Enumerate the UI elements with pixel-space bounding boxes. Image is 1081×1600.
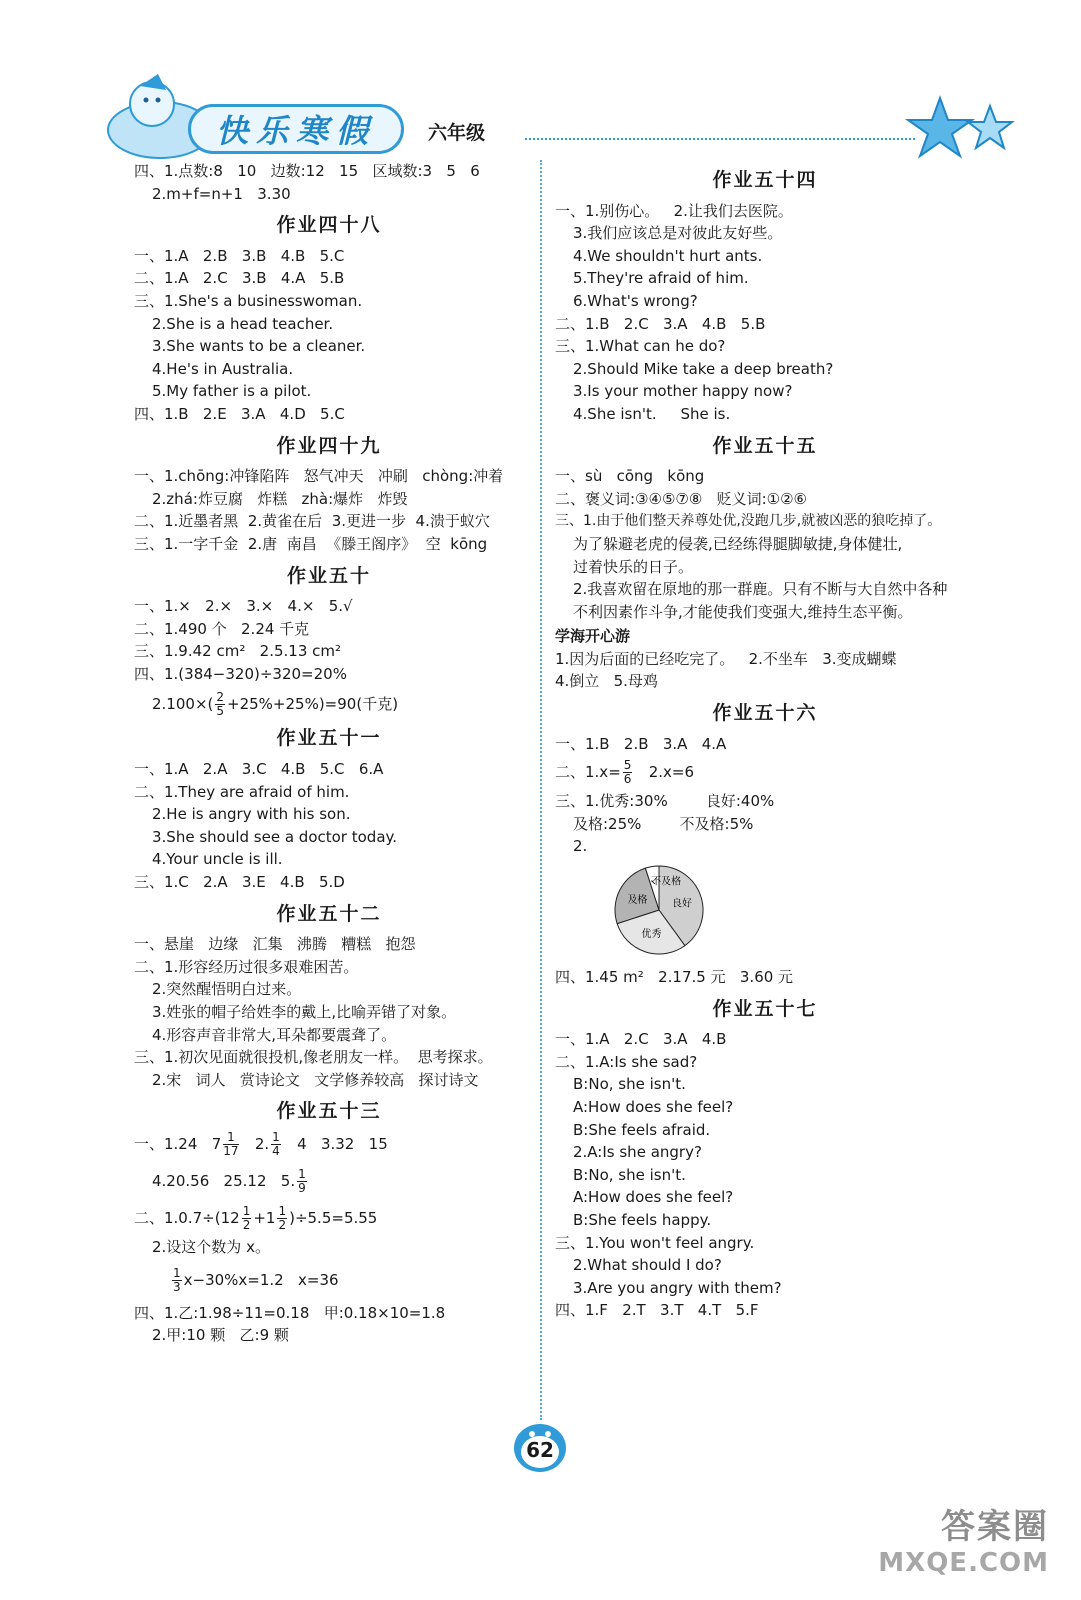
answer-line: 及格:25% 不及格:5% bbox=[573, 814, 754, 833]
formula-text: x−30%x=1.2 x=36 bbox=[183, 1270, 339, 1289]
answer-line: 二、1.490 个 2.24 千克 bbox=[134, 619, 310, 638]
answer-line: 一、悬崖 边缘 汇集 沸腾 糟糕 抱怨 bbox=[134, 935, 416, 954]
pie-slice-label: 优秀 bbox=[641, 929, 662, 941]
answer-line: 三、1.初次见面就很投机,像老朋友一样。 思考探求。 bbox=[134, 1048, 493, 1067]
answer-line: 一、1.A 2.A 3.C 4.B 5.C 6.A bbox=[134, 760, 384, 779]
page-number-text: 62 bbox=[526, 1438, 554, 1462]
fraction bbox=[242, 1205, 252, 1232]
answer-line: 2.我喜欢留在原地的那一群鹿。只有不断与大自然中各种 bbox=[573, 580, 948, 599]
answer-line: 4.She isn't. She is. bbox=[573, 404, 731, 423]
answer-line: 4.He's in Australia. bbox=[152, 359, 294, 378]
fraction-denominator: 5 bbox=[216, 704, 225, 719]
formula-text: 一、1.24 7 bbox=[134, 1134, 222, 1153]
section-title: 作业五十一 bbox=[276, 727, 382, 750]
pie-slice-label: 及格 bbox=[627, 895, 648, 907]
fun-corner-title: 学海开心游 bbox=[555, 627, 631, 646]
answer-line bbox=[555, 759, 975, 786]
fraction bbox=[172, 1267, 182, 1294]
section-title: 作业四十八 bbox=[276, 214, 382, 237]
fraction bbox=[271, 1131, 281, 1158]
answer-line: 三、1.由于他们整天养尊处优,没跑几步,就被凶恶的狼吃掉了。 bbox=[555, 513, 942, 530]
answer-line: 3.She wants to be a cleaner. bbox=[152, 337, 366, 356]
formula-text: 二、1.0.7÷(12 bbox=[134, 1208, 240, 1227]
header-rule bbox=[525, 138, 915, 143]
formula-text: 2.x=6 bbox=[634, 763, 695, 782]
answer-line: 3.Is your mother happy now? bbox=[573, 382, 793, 401]
answer-line: 2.Should Mike take a deep breath? bbox=[573, 359, 834, 378]
fraction-numerator: 1 bbox=[173, 1265, 181, 1280]
answer-line: 二、1.形容经历过很多艰难困苦。 bbox=[134, 957, 359, 976]
watermark-url: MXQE.COM bbox=[878, 1548, 1049, 1578]
answer-line: 一、1.× 2.× 3.× 4.× 5.√ bbox=[134, 597, 353, 616]
answer-line: 为了躲避老虎的侵袭,已经练得腿脚敏捷,身体健壮, bbox=[573, 534, 903, 553]
answer-line: 二、1.They are afraid of him. bbox=[134, 782, 350, 801]
fraction-denominator: 6 bbox=[623, 772, 632, 787]
fraction bbox=[215, 691, 225, 718]
answer-line: 6.What's wrong? bbox=[573, 291, 698, 310]
fraction bbox=[223, 1131, 238, 1158]
answer-line: 4.倒立 5.母鸡 bbox=[555, 672, 658, 691]
formula-text: 2. bbox=[240, 1134, 270, 1153]
formula-text: 2.100×( bbox=[152, 695, 214, 714]
pie-chart-container bbox=[603, 862, 975, 958]
grade-pie-chart bbox=[603, 862, 803, 958]
answer-line: 四、1.乙:1.98÷11=0.18 甲:0.18×10=1.8 bbox=[134, 1303, 446, 1322]
fraction-denominator: 17 bbox=[223, 1143, 239, 1158]
answer-line: 三、1.一字千金 2.唐 南昌 《滕王阁序》 空 kōng bbox=[134, 534, 488, 553]
fraction-denominator: 3 bbox=[173, 1279, 181, 1294]
answer-line: 2.宋 词人 赏诗论文 文学修养较高 探讨诗文 bbox=[152, 1070, 479, 1089]
answer-line bbox=[134, 691, 524, 718]
fraction-numerator: 2 bbox=[216, 690, 225, 705]
answer-line: 2.突然醒悟明白过来。 bbox=[152, 980, 302, 999]
answer-line: B:She feels afraid. bbox=[573, 1120, 711, 1139]
page-number bbox=[508, 1412, 572, 1476]
answer-line: B:No, she isn't. bbox=[573, 1075, 686, 1094]
formula-text: 4.20.56 25.12 5. bbox=[152, 1171, 296, 1190]
answer-line: 4.形容声音非常大,耳朵都要震聋了。 bbox=[152, 1025, 397, 1044]
column-divider bbox=[540, 160, 542, 1420]
fraction-numerator: 1 bbox=[272, 1129, 280, 1144]
fraction-denominator: 4 bbox=[272, 1143, 280, 1158]
fraction-denominator: 2 bbox=[278, 1217, 287, 1232]
fraction bbox=[277, 1205, 287, 1232]
answer-line: 二、1.近墨者黑 2.黄雀在后 3.更进一步 4.溃于蚁穴 bbox=[134, 512, 490, 531]
watermark bbox=[878, 1499, 1049, 1578]
watermark-logo: 答案圈 bbox=[941, 1507, 1049, 1547]
answer-line: 过着快乐的日子。 bbox=[573, 557, 694, 576]
formula-text: )÷5.5=5.55 bbox=[289, 1208, 378, 1227]
formula-text: 4 3.32 15 bbox=[282, 1134, 388, 1153]
section-title: 作业五十 bbox=[286, 564, 371, 587]
answer-line: 2.设这个数为 x。 bbox=[152, 1237, 270, 1256]
fraction-denominator: 9 bbox=[298, 1180, 306, 1195]
answer-line: 三、1.C 2.A 3.E 4.B 5.D bbox=[134, 873, 345, 892]
answer-line: 一、1.A 2.B 3.B 4.B 5.C bbox=[134, 246, 345, 265]
answer-line: 三、1.优秀:30% 良好:40% bbox=[555, 792, 775, 811]
fraction-numerator: 5 bbox=[623, 758, 632, 773]
fraction-numerator: 1 bbox=[278, 1203, 287, 1218]
answer-line: 2.He is angry with his son. bbox=[152, 805, 351, 824]
answer-line: 3.Are you angry with them? bbox=[573, 1278, 782, 1297]
answer-line: 二、褒义词:③④⑤⑦⑧ 贬义词:①②⑥ bbox=[555, 489, 807, 508]
answer-line: 3.She should see a doctor today. bbox=[152, 827, 398, 846]
answer-line bbox=[134, 1131, 524, 1158]
answer-line: 四、1.45 m² 2.17.5 元 3.60 元 bbox=[555, 968, 794, 987]
left-column bbox=[134, 160, 524, 1347]
answer-line: 5.They're afraid of him. bbox=[573, 269, 749, 288]
answer-line: 一、1.B 2.B 3.A 4.A bbox=[555, 734, 727, 753]
answer-line: 2.What should I do? bbox=[573, 1256, 722, 1275]
formula-text: +25%+25%)=90(千克) bbox=[227, 695, 399, 714]
answer-line: 3.姓张的帽子给姓李的戴上,比喻弄错了对象。 bbox=[152, 1003, 457, 1021]
section-title: 作业五十四 bbox=[712, 169, 818, 191]
answer-line: 2.zhá:炸豆腐 炸糕 zhà:爆炸 炸毁 bbox=[152, 489, 408, 508]
section-title: 作业五十五 bbox=[712, 434, 818, 457]
formula-text: +1 bbox=[253, 1208, 276, 1227]
fraction-numerator: 1 bbox=[298, 1166, 306, 1181]
answer-line: B:No, she isn't. bbox=[573, 1165, 686, 1184]
answer-line bbox=[134, 1267, 524, 1294]
answer-line: 4.Your uncle is ill. bbox=[152, 850, 283, 869]
grade-label: 六年级 bbox=[428, 122, 486, 144]
answer-line: B:She feels happy. bbox=[573, 1210, 712, 1229]
answer-line: 三、1.9.42 cm² 2.5.13 cm² bbox=[134, 642, 342, 661]
answer-line: 2. bbox=[573, 837, 588, 856]
answer-line: 二、1.A 2.C 3.B 4.A 5.B bbox=[134, 269, 345, 288]
answer-line: 一、1.A 2.C 3.A 4.B bbox=[555, 1030, 727, 1049]
answer-line: 4.We shouldn't hurt ants. bbox=[573, 246, 763, 265]
fraction bbox=[297, 1168, 307, 1195]
answer-line: 2.m+f=n+1 3.30 bbox=[152, 184, 291, 203]
pie-slice-label: 不及格 bbox=[651, 876, 682, 888]
fraction-denominator: 2 bbox=[242, 1217, 251, 1232]
snowman-cloud-icon bbox=[100, 20, 300, 180]
section-title: 作业四十九 bbox=[276, 434, 382, 457]
fraction-numerator: 1 bbox=[223, 1131, 238, 1145]
formula-text: 二、1.x= bbox=[555, 763, 621, 782]
answer-line bbox=[134, 1168, 524, 1195]
fraction bbox=[623, 759, 633, 786]
pie-slice-label: 良好 bbox=[672, 898, 693, 910]
answer-line: 二、1.A:Is she sad? bbox=[555, 1052, 698, 1071]
answer-line: 3.我们应该总是对彼此友好些。 bbox=[573, 224, 783, 243]
answer-line: 2.甲:10 颗 乙:9 颗 bbox=[152, 1326, 289, 1345]
section-title: 作业五十七 bbox=[712, 997, 818, 1020]
answer-line: 2.A:Is she angry? bbox=[573, 1143, 702, 1162]
answer-line: 5.My father is a pilot. bbox=[152, 382, 312, 401]
answer-line: A:How does she feel? bbox=[573, 1098, 734, 1116]
answer-line: A:How does she feel? bbox=[573, 1188, 734, 1207]
answer-line bbox=[134, 1205, 524, 1232]
answer-line: 三、1.You won't feel angry. bbox=[555, 1233, 755, 1252]
answer-line: 2.She is a head teacher. bbox=[152, 314, 334, 333]
answer-line: 三、1.She's a businesswoman. bbox=[134, 291, 363, 310]
section-title: 作业五十六 bbox=[712, 702, 818, 725]
fraction-numerator: 1 bbox=[242, 1203, 251, 1218]
answer-line: 三、1.What can he do? bbox=[555, 337, 726, 356]
answer-line: 四、1.B 2.E 3.A 4.D 5.C bbox=[134, 404, 345, 423]
answer-line: 一、sù cōng kōng bbox=[555, 467, 705, 486]
page-header bbox=[0, 0, 1081, 160]
answer-line: 1.因为后面的已经吃完了。 2.不坐车 3.变成蝴蝶 bbox=[555, 649, 897, 668]
right-column bbox=[555, 160, 975, 1322]
answer-line: 四、1.F 2.T 3.T 4.T 5.F bbox=[555, 1301, 759, 1320]
answer-line: 四、1.点数:8 10 边数:12 15 区域数:3 5 6 bbox=[134, 162, 480, 180]
answer-line: 一、1.别伤心。 2.让我们去医院。 bbox=[555, 201, 793, 220]
section-title: 作业五十三 bbox=[276, 1100, 382, 1123]
answer-line: 四、1.(384−320)÷320=20% bbox=[134, 664, 347, 683]
book-title: 快乐寒假 bbox=[188, 104, 404, 154]
answer-line: 不利因素作斗争,才能使我们变强大,维持生态平衡。 bbox=[573, 602, 913, 621]
answer-line: 二、1.B 2.C 3.A 4.B 5.B bbox=[555, 314, 766, 333]
section-title: 作业五十二 bbox=[276, 902, 382, 925]
answer-line: 一、1.chōng:冲锋陷阵 怒气冲天 冲刷 chòng:冲着 bbox=[134, 467, 504, 486]
